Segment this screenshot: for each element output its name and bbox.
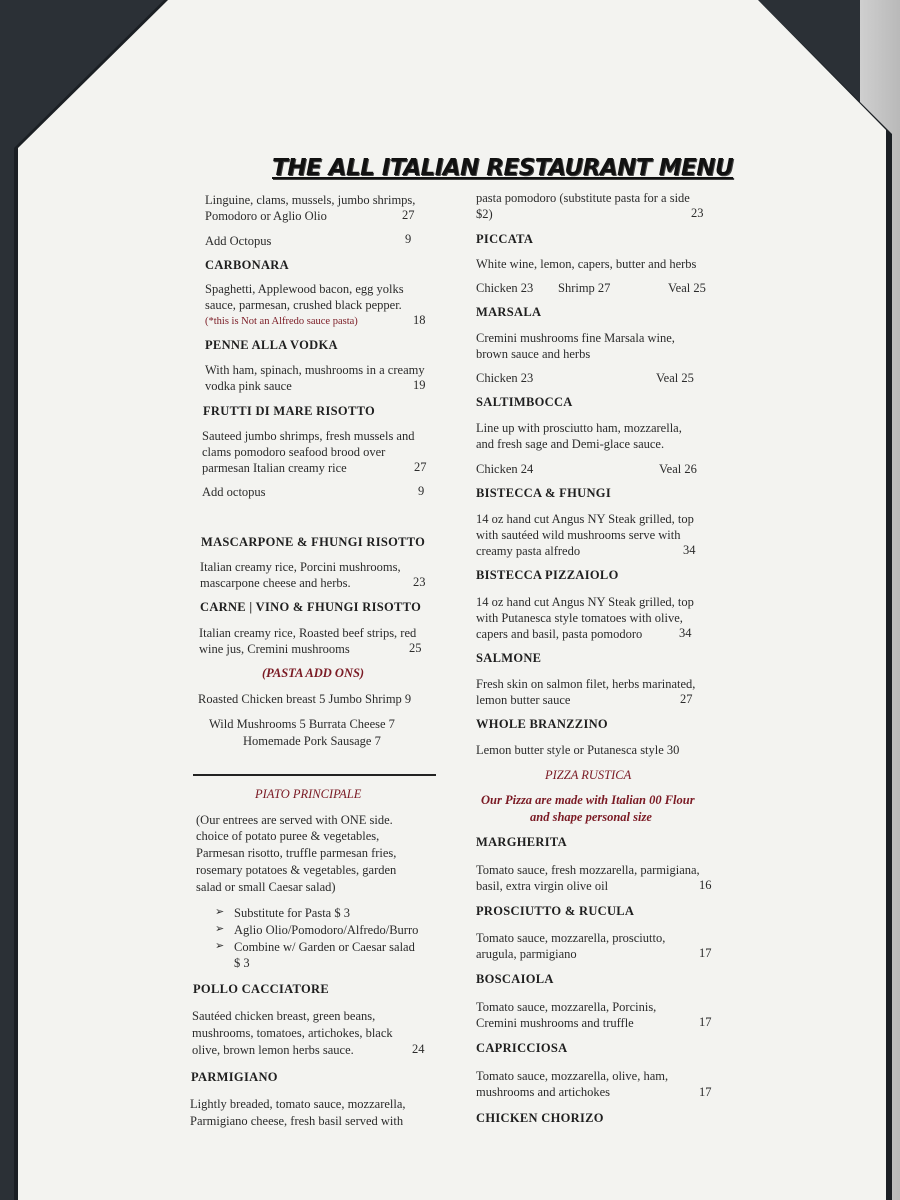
add-ons-line2: Wild Mushrooms 5 Burrata Cheese 7 [209,717,395,731]
mascarpone-description-line2: mascarpone cheese and herbs. [200,576,351,590]
saltimbocca-chicken-price: Chicken 24 [476,462,534,476]
parmigiano-description-line1: Lightly breaded, tomato sauce, mozzarella, [190,1097,406,1111]
carne-price: 25 [409,641,422,655]
whole-branzzino-name: WHOLE BRANZZINO [476,717,608,731]
bullet-combine-salad-price: $ 3 [234,956,250,970]
carbonara-note: (*this is Not an Alfredo sauce pasta) [205,316,358,327]
marsala-description-line2: brown sauce and herbs [476,347,591,361]
piccata-veal-price: Veal 25 [668,281,706,295]
bullet-sauce-options: Aglio Olio/Pomodoro/Alfredo/Burro [234,923,419,937]
principale-description-line5: salad or small Caesar salad) [196,880,336,894]
add-octopus-price: 9 [405,232,412,246]
principale-description-line3: Parmesan risotto, truffle parmesan fries, [196,846,397,860]
parmigiano-price: 23 [691,206,704,220]
frutti-di-mare-description-line1: Sauteed jumbo shrimps, fresh mussels and [202,429,415,443]
carne-vino-risotto-name: CARNE | VINO & FHUNGI RISOTTO [200,600,422,614]
pizzaiolo-description-line2: with Putanesca style tomatoes with olive, [476,611,683,625]
marsala-veal-price: Veal 25 [656,371,694,385]
parmigiano-name: PARMIGIANO [191,1070,278,1084]
carbonara-price: 18 [413,313,426,327]
penne-vodka-price: 19 [413,378,426,392]
pizza-rustica-title: PIZZA RUSTICA [545,768,632,782]
principale-description-line4: rosemary potatoes & vegetables, garden [196,863,397,877]
bistecca-description-line2: with sautéed wild mushrooms serve with [476,528,681,542]
pizzaiolo-description-line1: 14 oz hand cut Angus NY Steak grilled, top [476,595,694,609]
prosciutto-description-line2: arugula, parmigiano [476,947,577,961]
marsala-name: MARSALA [476,305,542,319]
parmigiano-continued-line2: $2) [476,207,493,221]
boscaiola-name: BOSCAIOLA [476,972,554,986]
principale-description-line2: choice of potato puree & vegetables, [196,829,380,843]
pizza-note-line1: Our Pizza are made with Italian 00 Flour [481,793,695,807]
pollo-cacciatore-name: POLLO CACCIATORE [193,982,329,996]
carne-description-line1: Italian creamy rice, Roasted beef strips, red [199,626,417,640]
piato-principale-title: PIATO PRINCIPALE [255,787,362,801]
parmigiano-continued-line1: pasta pomodoro (substitute pasta for a side [476,191,690,205]
penne-vodka-description-line2: vodka pink sauce [205,379,292,393]
bistecca-description-line1: 14 oz hand cut Angus NY Steak grilled, top [476,512,694,526]
bistecca-description-line3: creamy pasta alfredo [476,544,581,558]
bullet-substitute-pasta: Substitute for Pasta $ 3 [234,906,350,920]
add-octopus-label: Add Octopus [205,234,272,248]
piccata-shrimp-price: Shrimp 27 [558,281,611,295]
branzzino-description: Lemon butter style or Putanesca style 30 [476,743,680,757]
saltimbocca-description-line1: Line up with prosciutto ham, mozzarella, [476,421,682,435]
linguine-price: 27 [402,208,415,222]
frutti-di-mare-description-line2: clams pomodoro seafood brood over [202,445,386,459]
penne-vodka-name: PENNE ALLA VODKA [205,338,338,352]
bullet-combine-salad: Combine w/ Garden or Caesar salad [234,940,415,954]
salmone-price: 27 [680,692,693,706]
add-octopus-2-label: Add octopus [202,485,266,499]
mascarpone-description-line1: Italian creamy rice, Porcini mushrooms, [200,560,401,574]
frutti-di-mare-price: 27 [414,460,427,474]
frutti-di-mare-name: FRUTTI DI MARE RISOTTO [203,404,376,418]
boscaiola-price: 17 [699,1015,712,1029]
margherita-description-line2: basil, extra virgin olive oil [476,879,609,893]
pasta-add-ons-title: (PASTA ADD ONS) [262,666,365,680]
add-ons-line1: Roasted Chicken breast 5 Jumbo Shrimp 9 [198,692,412,706]
salmone-description-line1: Fresh skin on salmon filet, herbs marinated, [476,677,696,691]
cacciatore-description-line2: mushrooms, tomatoes, artichokes, black [192,1026,393,1040]
add-ons-line3: Homemade Pork Sausage 7 [243,734,381,748]
parmigiano-description-line2: Parmigiano cheese, fresh basil served with [190,1114,404,1128]
pizzaiolo-description-line3: capers and basil, pasta pomodoro [476,627,643,641]
bistecca-price: 34 [683,543,696,557]
saltimbocca-name: SALTIMBOCCA [476,395,573,409]
cacciatore-description-line1: Sautéed chicken breast, green beans, [192,1009,376,1023]
marsala-chicken-price: Chicken 23 [476,371,534,385]
prosciutto-rucula-name: PROSCIUTTO & RUCULA [476,904,635,918]
arrow-bullet-icon: ➢ [215,940,225,952]
carne-description-line2: wine jus, Cremini mushrooms [199,642,350,656]
carbonara-description-line2: sauce, parmesan, crushed black pepper. [205,298,402,312]
chicken-chorizo-name: CHICKEN CHORIZO [476,1111,604,1125]
margherita-name: MARGHERITA [476,835,567,849]
capricciosa-description-line2: mushrooms and artichokes [476,1085,611,1099]
prosciutto-description-line1: Tomato sauce, mozzarella, prosciutto, [476,931,666,945]
marsala-description-line1: Cremini mushrooms fine Marsala wine, [476,331,675,345]
cacciatore-price: 24 [412,1042,425,1056]
bistecca-fhungi-name: BISTECCA & FHUNGI [476,486,611,500]
prosciutto-price: 17 [699,946,712,960]
pizza-note-line2: and shape personal size [530,810,652,824]
add-octopus-2-price: 9 [418,484,425,498]
arrow-bullet-icon: ➢ [215,906,225,918]
margherita-price: 16 [699,878,712,892]
capricciosa-price: 17 [699,1085,712,1099]
capricciosa-description-line1: Tomato sauce, mozzarella, olive, ham, [476,1069,669,1083]
arrow-bullet-icon: ➢ [215,923,225,935]
penne-vodka-description-line1: With ham, spinach, mushrooms in a creamy [205,363,425,377]
capricciosa-name: CAPRICCIOSA [476,1041,568,1055]
carbonara-name: CARBONARA [205,258,289,272]
linguine-description-line2: Pomodoro or Aglio Olio [205,209,327,223]
bistecca-pizzaiolo-name: BISTECCA PIZZAIOLO [476,568,619,582]
boscaiola-description-line1: Tomato sauce, mozzarella, Porcinis, [476,1000,657,1014]
salmone-name: SALMONE [476,651,542,665]
salmone-description-line2: lemon butter sauce [476,693,571,707]
piccata-description: White wine, lemon, capers, butter and herbs [476,257,697,271]
mascarpone-price: 23 [413,575,426,589]
boscaiola-description-line2: Cremini mushrooms and truffle [476,1016,634,1030]
piccata-name: PICCATA [476,232,534,246]
principale-description-line1: (Our entrees are served with ONE side. [196,813,393,827]
pizzaiolo-price: 34 [679,626,692,640]
cacciatore-description-line3: olive, brown lemon herbs sauce. [192,1043,354,1057]
carbonara-description-line1: Spaghetti, Applewood bacon, egg yolks [205,282,404,296]
linguine-description-line1: Linguine, clams, mussels, jumbo shrimps, [205,193,416,207]
section-divider [193,774,436,776]
saltimbocca-veal-price: Veal 26 [659,462,697,476]
margherita-description-line1: Tomato sauce, fresh mozzarella, parmigiana, [476,863,700,877]
piccata-chicken-price: Chicken 23 [476,281,534,295]
menu-title: THE ALL ITALIAN RESTAURANT MENU [272,155,734,181]
mascarpone-risotto-name: MASCARPONE & FHUNGI RISOTTO [201,535,426,549]
saltimbocca-description-line2: and fresh sage and Demi-glace sauce. [476,437,665,451]
frutti-di-mare-description-line3: parmesan Italian creamy rice [202,461,347,475]
